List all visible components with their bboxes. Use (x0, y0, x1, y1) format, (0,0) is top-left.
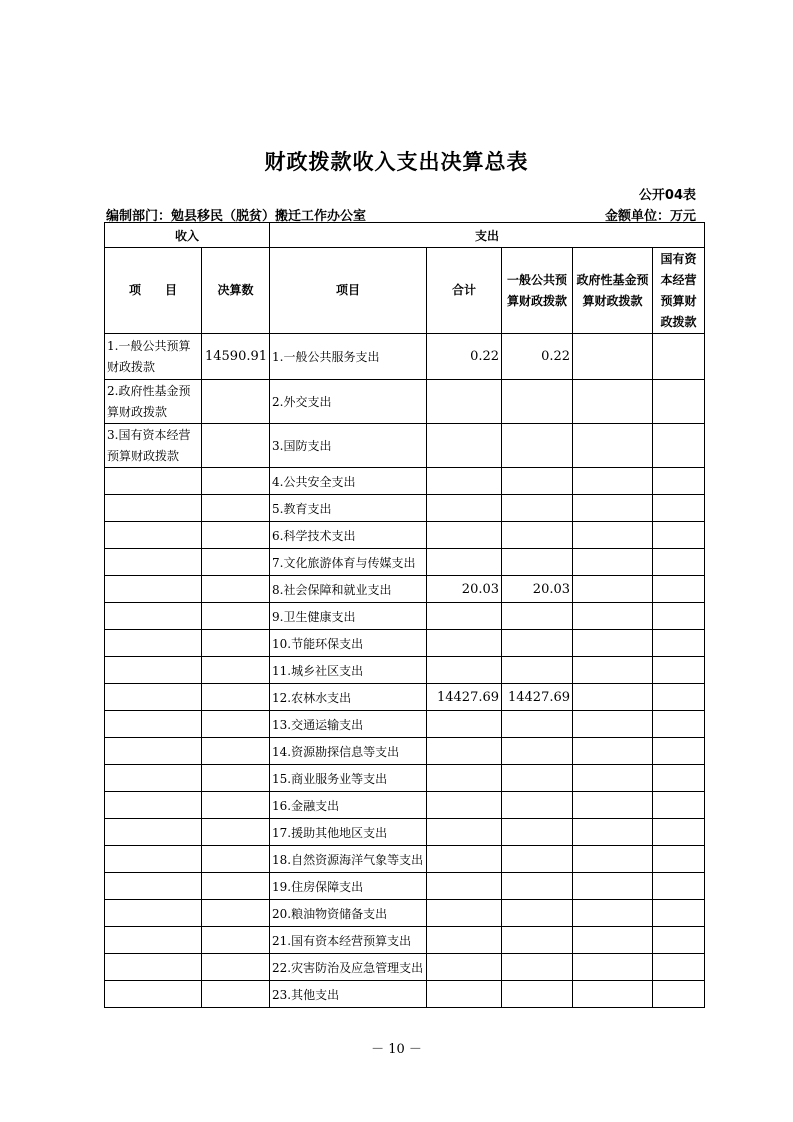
state-capital-cell (653, 576, 705, 603)
income-item-cell (105, 684, 202, 711)
total-cell (427, 846, 502, 873)
income-item-cell (105, 468, 202, 495)
state-capital-cell (653, 630, 705, 657)
table-row (105, 630, 705, 657)
total-cell (427, 927, 502, 954)
expenditure-item-cell: 7.文化旅游体育与传媒支出 (270, 549, 427, 576)
table-row (105, 522, 705, 549)
income-item-cell (105, 846, 202, 873)
general-budget-cell (502, 927, 573, 954)
expenditure-item-cell: 11.城乡社区支出 (270, 657, 427, 684)
gov-fund-cell (573, 380, 653, 424)
income-item-cell (105, 819, 202, 846)
table-row (105, 424, 705, 468)
total-cell: 0.22 (427, 334, 502, 380)
total-cell (427, 495, 502, 522)
income-value-cell: 14590.91 (202, 334, 270, 380)
expenditure-item-cell: 5.教育支出 (270, 495, 427, 522)
income-value-cell (202, 819, 270, 846)
total-cell (427, 424, 502, 468)
col-state-capital: 国有资本经营预算财政拨款 (653, 248, 705, 334)
expenditure-item-cell: 22.灾害防治及应急管理支出 (270, 954, 427, 981)
table-row (105, 981, 705, 1008)
state-capital-cell (653, 792, 705, 819)
general-budget-cell (502, 792, 573, 819)
income-value-cell (202, 603, 270, 630)
income-item-cell (105, 657, 202, 684)
page-number: － 10 － (371, 1042, 422, 1057)
total-cell (427, 468, 502, 495)
table-row (105, 819, 705, 846)
income-item-cell (105, 927, 202, 954)
expenditure-item-cell: 6.科学技术支出 (270, 522, 427, 549)
department-label: 编制部门：勉县移民（脱贫）搬迁工作办公室 (106, 209, 367, 224)
state-capital-cell (653, 522, 705, 549)
general-budget-cell (502, 630, 573, 657)
table-row (105, 468, 705, 495)
gov-fund-cell (573, 765, 653, 792)
state-capital-cell (653, 657, 705, 684)
expenditure-item-cell: 13.交通运输支出 (270, 711, 427, 738)
expenditure-item-cell: 17.援助其他地区支出 (270, 819, 427, 846)
general-budget-cell (502, 468, 573, 495)
table-row (105, 900, 705, 927)
gov-fund-cell (573, 711, 653, 738)
gov-fund-cell (573, 576, 653, 603)
income-item-cell (105, 576, 202, 603)
table-row (105, 684, 705, 711)
income-value-cell (202, 424, 270, 468)
income-value-cell (202, 981, 270, 1008)
income-value-cell (202, 873, 270, 900)
general-budget-cell: 0.22 (502, 334, 573, 380)
income-value-cell (202, 711, 270, 738)
state-capital-cell (653, 468, 705, 495)
total-cell (427, 792, 502, 819)
income-value-cell (202, 900, 270, 927)
gov-fund-cell (573, 630, 653, 657)
expenditure-item-cell: 16.金融支出 (270, 792, 427, 819)
gov-fund-cell (573, 684, 653, 711)
total-cell: 14427.69 (427, 684, 502, 711)
total-cell (427, 630, 502, 657)
table-row (105, 927, 705, 954)
general-budget-cell (502, 981, 573, 1008)
state-capital-cell (653, 711, 705, 738)
general-budget-cell (502, 738, 573, 765)
total-cell (427, 657, 502, 684)
income-value-cell (202, 792, 270, 819)
table-row (105, 657, 705, 684)
income-value-cell (202, 738, 270, 765)
table-row (105, 954, 705, 981)
expenditure-item-cell: 1.一般公共服务支出 (270, 334, 427, 380)
general-budget-cell (502, 603, 573, 630)
total-cell (427, 900, 502, 927)
gov-fund-cell (573, 981, 653, 1008)
income-item-cell (105, 711, 202, 738)
table-row (105, 576, 705, 603)
gov-fund-cell (573, 819, 653, 846)
general-budget-cell (502, 549, 573, 576)
general-budget-cell (502, 819, 573, 846)
expenditure-item-cell: 19.住房保障支出 (270, 873, 427, 900)
state-capital-cell (653, 334, 705, 380)
income-item-cell (105, 549, 202, 576)
col-item: 项 目 (105, 248, 202, 334)
gov-fund-cell (573, 846, 653, 873)
total-cell: 20.03 (427, 576, 502, 603)
gov-fund-cell (573, 495, 653, 522)
income-item-cell: 3.国有资本经营预算财政拨款 (105, 424, 202, 468)
table-row (105, 549, 705, 576)
gov-fund-cell (573, 900, 653, 927)
income-value-cell (202, 468, 270, 495)
col-gov-fund: 政府性基金预算财政拨款 (573, 248, 653, 334)
table-row (105, 792, 705, 819)
income-item-cell (105, 954, 202, 981)
income-value-cell (202, 954, 270, 981)
fiscal-summary-table (104, 222, 705, 1008)
expenditure-item-cell: 23.其他支出 (270, 981, 427, 1008)
gov-fund-cell (573, 738, 653, 765)
table-row (105, 711, 705, 738)
gov-fund-cell (573, 603, 653, 630)
state-capital-cell (653, 684, 705, 711)
general-budget-cell (502, 711, 573, 738)
state-capital-cell (653, 981, 705, 1008)
general-budget-cell (502, 424, 573, 468)
general-budget-cell: 20.03 (502, 576, 573, 603)
income-item-cell (105, 900, 202, 927)
income-value-cell (202, 657, 270, 684)
state-capital-cell (653, 819, 705, 846)
income-value-cell (202, 846, 270, 873)
income-item-cell (105, 603, 202, 630)
expenditure-header: 支出 (270, 223, 705, 248)
income-item-cell (105, 630, 202, 657)
expenditure-item-cell: 4.公共安全支出 (270, 468, 427, 495)
gov-fund-cell (573, 927, 653, 954)
state-capital-cell (653, 954, 705, 981)
income-value-cell (202, 765, 270, 792)
total-cell (427, 711, 502, 738)
gov-fund-cell (573, 657, 653, 684)
expenditure-item-cell: 2.外交支出 (270, 380, 427, 424)
form-number: 公开04表 (638, 188, 696, 203)
gov-fund-cell (573, 468, 653, 495)
col-final: 决算数 (202, 248, 270, 334)
total-cell (427, 522, 502, 549)
income-value-cell (202, 549, 270, 576)
income-item-cell (105, 981, 202, 1008)
state-capital-cell (653, 846, 705, 873)
gov-fund-cell (573, 792, 653, 819)
total-cell (427, 603, 502, 630)
total-cell (427, 738, 502, 765)
general-budget-cell: 14427.69 (502, 684, 573, 711)
table-row (105, 738, 705, 765)
income-item-cell: 1.一般公共预算财政拨款 (105, 334, 202, 380)
expenditure-item-cell: 3.国防支出 (270, 424, 427, 468)
expenditure-item-cell: 9.卫生健康支出 (270, 603, 427, 630)
income-item-cell (105, 765, 202, 792)
expenditure-item-cell: 12.农林水支出 (270, 684, 427, 711)
total-cell (427, 765, 502, 792)
state-capital-cell (653, 424, 705, 468)
income-item-cell (105, 522, 202, 549)
col-general: 一般公共预算财政拨款 (502, 248, 573, 334)
income-value-cell (202, 684, 270, 711)
table-row (105, 495, 705, 522)
page-title: 财政拨款收入支出决算总表 (264, 150, 529, 174)
state-capital-cell (653, 873, 705, 900)
expenditure-item-cell: 15.商业服务业等支出 (270, 765, 427, 792)
general-budget-cell (502, 846, 573, 873)
income-item-cell (105, 495, 202, 522)
general-budget-cell (502, 765, 573, 792)
gov-fund-cell (573, 424, 653, 468)
income-value-cell (202, 495, 270, 522)
total-cell (427, 954, 502, 981)
gov-fund-cell (573, 549, 653, 576)
table-row (105, 380, 705, 424)
general-budget-cell (502, 900, 573, 927)
general-budget-cell (502, 873, 573, 900)
expenditure-item-cell: 21.国有资本经营预算支出 (270, 927, 427, 954)
gov-fund-cell (573, 954, 653, 981)
gov-fund-cell (573, 873, 653, 900)
income-item-cell (105, 738, 202, 765)
total-cell (427, 819, 502, 846)
income-value-cell (202, 630, 270, 657)
expenditure-item-cell: 14.资源勘探信息等支出 (270, 738, 427, 765)
state-capital-cell (653, 495, 705, 522)
state-capital-cell (653, 738, 705, 765)
income-header: 收入 (105, 223, 270, 248)
state-capital-cell (653, 927, 705, 954)
general-budget-cell (502, 495, 573, 522)
unit-label: 金额单位：万元 (604, 209, 696, 224)
income-item-cell (105, 792, 202, 819)
income-value-cell (202, 927, 270, 954)
expenditure-item-cell: 18.自然资源海洋气象等支出 (270, 846, 427, 873)
expenditure-item-cell: 10.节能环保支出 (270, 630, 427, 657)
income-value-cell (202, 380, 270, 424)
gov-fund-cell (573, 334, 653, 380)
state-capital-cell (653, 549, 705, 576)
gov-fund-cell (573, 522, 653, 549)
expenditure-item-cell: 8.社会保障和就业支出 (270, 576, 427, 603)
income-item-cell: 2.政府性基金预算财政拨款 (105, 380, 202, 424)
table-row (105, 846, 705, 873)
state-capital-cell (653, 765, 705, 792)
col-exp-item: 项目 (270, 248, 427, 334)
table-row (105, 334, 705, 380)
income-value-cell (202, 576, 270, 603)
state-capital-cell (653, 380, 705, 424)
total-cell (427, 549, 502, 576)
table-row (105, 603, 705, 630)
general-budget-cell (502, 954, 573, 981)
income-item-cell (105, 873, 202, 900)
total-cell (427, 873, 502, 900)
table-row (105, 873, 705, 900)
general-budget-cell (502, 657, 573, 684)
income-value-cell (202, 522, 270, 549)
table-row (105, 765, 705, 792)
state-capital-cell (653, 603, 705, 630)
state-capital-cell (653, 900, 705, 927)
general-budget-cell (502, 380, 573, 424)
total-cell (427, 380, 502, 424)
col-total: 合计 (427, 248, 502, 334)
general-budget-cell (502, 522, 573, 549)
expenditure-item-cell: 20.粮油物资储备支出 (270, 900, 427, 927)
total-cell (427, 981, 502, 1008)
